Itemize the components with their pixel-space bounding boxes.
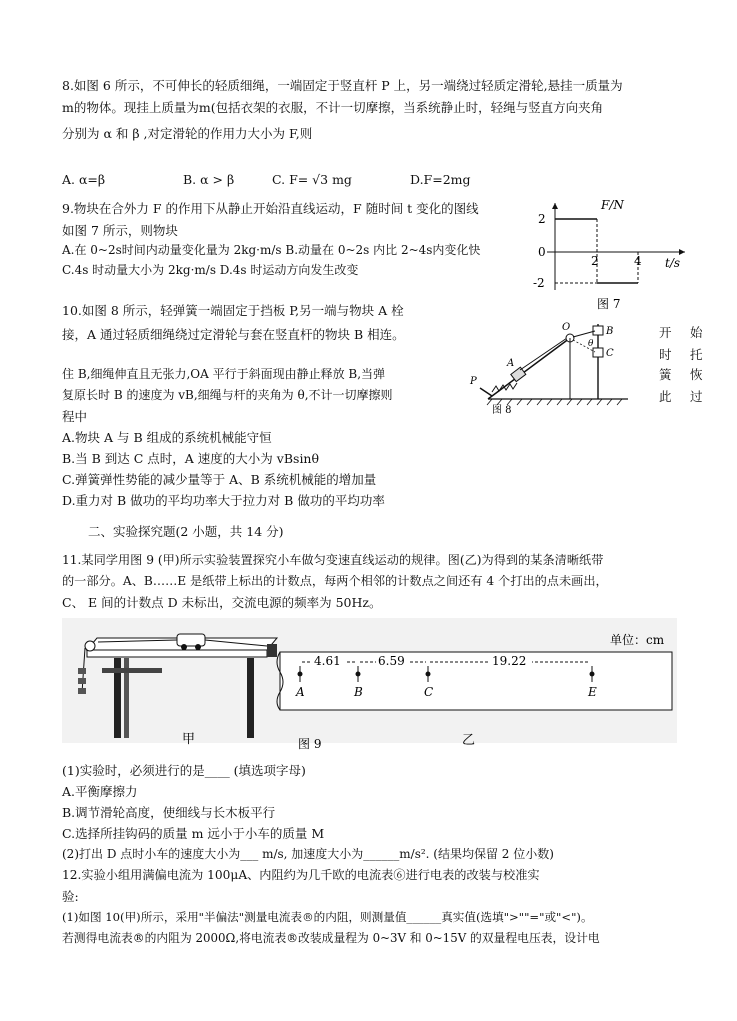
q12-line1: 12.实验小组用满偏电流为 100μA、内阻约为几千欧的电流表⑥进行电表的改装与校准实 <box>62 868 540 882</box>
fig9-distance-bc: 6.59 <box>378 654 405 668</box>
q10-right-1a: 开 <box>659 325 672 340</box>
q8-line1: 8.如图 6 所示，不可伸长的轻质细绳，一端固定于竖直杆 P 上，另一端绕过轻质定滑轮,悬挂一质量为 <box>62 78 623 93</box>
q11-sub1: (1)实验时，必须进行的是____ (填选项字母) <box>62 763 306 778</box>
fig8-title: 图 8 <box>492 405 512 416</box>
fig8-label-o: O <box>562 322 571 333</box>
fig7-ylabel: F/N <box>601 198 624 212</box>
q10-right-2a: 时 <box>659 347 672 362</box>
figure-9 <box>62 618 677 758</box>
fig7-ytick-zero: 0 <box>538 245 546 259</box>
q11-option-a: A.平衡摩擦力 <box>62 784 138 799</box>
q12-line4: 若测得电流表®的内阻为 2000Ω,将电流表®改装成量程为 0~3V 和 0~15V 的双量程电压表，设计电 <box>62 931 600 945</box>
q10-option-c: C.弹簧弹性势能的减少量等于 A、B 系统机械能的增加量 <box>62 472 377 487</box>
fig9-unit: 单位：cm <box>610 633 665 647</box>
fig7-xtick-4: 4 <box>634 254 642 268</box>
section-2-title: 二、实验探究题(2 小题，共 14 分) <box>88 524 284 539</box>
q12-line3: (1)如图 10(甲)所示，采用"半偏法"测量电流表®的内阻，则测量值______真实值(选填">""="或"<")。 <box>62 910 593 924</box>
q12-line2: 验: <box>62 889 79 904</box>
q9-line1: 9.物块在合外力 F 的作用下从静止开始沿直线运动，F 随时间 t 变化的图线 <box>62 201 479 216</box>
q11-line3: C、 E 间的计数点 D 未标出，交流电源的频率为 50Hz。 <box>62 595 382 610</box>
q10-line5: 程中 <box>62 409 88 424</box>
q10-right-4a: 此 <box>659 389 672 404</box>
fig9-point-b: B <box>354 685 363 699</box>
q8-option-c: C. F= √3 mg <box>272 172 352 187</box>
q11-option-b: B.调节滑轮高度，使细线与长木板平行 <box>62 805 276 820</box>
q10-option-a: A.物块 A 与 B 组成的系统机械能守恒 <box>62 430 272 445</box>
q10-right-4b: 过 <box>690 389 703 404</box>
fig9-point-a: A <box>296 685 305 699</box>
q11-option-c: C.选择所挂钩码的质量 m 远小于小车的质量 M <box>62 826 325 841</box>
q8-option-d: D.F=2mg <box>410 172 471 187</box>
q9-line3: A.在 0~2s时间内动量变化量为 2kg·m/s B.动量在 0~2s 内比 2~4s内变化快 <box>62 243 481 257</box>
q10-option-d: D.重力对 B 做功的平均功率大于拉力对 B 做功的平均功率 <box>62 493 385 508</box>
q10-right-3a: 簧 <box>659 367 672 382</box>
fig7-title: 图 7 <box>597 297 621 311</box>
q9-line4: C.4s 时动量大小为 2kg·m/s D.4s 时运动方向发生改变 <box>62 263 359 277</box>
q9-line2: 如图 7 所示，则物块 <box>62 223 178 238</box>
fig8-label-b: B <box>606 326 614 337</box>
q11-line2: 的一部分。A、B……E 是纸带上标出的计数点，每两个相邻的计数点之间还有 4 个打出的点未画出， <box>62 574 608 588</box>
q8-line2: m的物体。现挂上质量为m(包括衣架的衣服，不计一切摩擦，当系统静止时，轻绳与竖直方向夹角 <box>62 100 604 115</box>
q10-line4: 复原长时 B 的速度为 vB,细绳与杆的夹角为 θ,不计一切摩擦则 <box>62 388 393 402</box>
fig7-xlabel: t/s <box>665 256 681 270</box>
fig9-distance-ab: 4.61 <box>314 654 341 668</box>
fig9-distance-ce: 19.22 <box>492 654 527 668</box>
q10-right-2b: 托 <box>690 347 703 362</box>
figure-7 <box>525 195 695 320</box>
q8-option-b: B. α > β <box>183 172 235 187</box>
q10-right-3b: 恢 <box>690 367 703 382</box>
figure-8 <box>458 316 638 416</box>
fig8-label-theta: θ <box>588 339 594 349</box>
q8-option-a: A. α=β <box>62 172 106 187</box>
q8-line3: 分别为 α 和 β ,对定滑轮的作用力大小为 F,则 <box>62 126 313 141</box>
fig8-label-c: C <box>606 348 614 359</box>
fig8-label-p: P <box>470 376 477 387</box>
q11-line1: 11.某同学用图 9 (甲)所示实验装置探究小车做匀变速直线运动的规律。图(乙)为得到的某条清晰纸带 <box>62 553 604 567</box>
fig9-point-e: E <box>588 685 597 699</box>
q10-line3: 住 B,细绳伸直且无张力,OA 平行于斜面现由静止释放 B,当弹 <box>62 367 386 381</box>
fig7-ytick-bottom: -2 <box>533 276 545 290</box>
fig7-ytick-top: 2 <box>538 212 546 226</box>
q10-line1: 10.如图 8 所示，轻弹簧一端固定于挡板 P,另一端与物块 A 栓 <box>62 303 404 318</box>
fig8-label-a: A <box>507 358 515 369</box>
fig9-caption: 图 9 <box>298 737 322 751</box>
fig9-point-c: C <box>424 685 434 699</box>
q11-sub2: (2)打出 D 点时小车的速度大小为___ m/s, 加速度大小为______m/s². (结果均保留 2 位小数) <box>62 847 554 861</box>
fig9-jia-label: 甲 <box>182 732 196 747</box>
q10-right-1b: 始 <box>690 325 703 340</box>
q10-line2: 接，A 通过轻质细绳绕过定滑轮与套在竖直杆的物块 B 相连。 <box>62 327 405 342</box>
fig7-xtick-2: 2 <box>591 254 599 268</box>
fig9-yi-label: 乙 <box>462 733 476 748</box>
q10-option-b: B.当 B 到达 C 点时，A 速度的大小为 vBsinθ <box>62 451 320 466</box>
